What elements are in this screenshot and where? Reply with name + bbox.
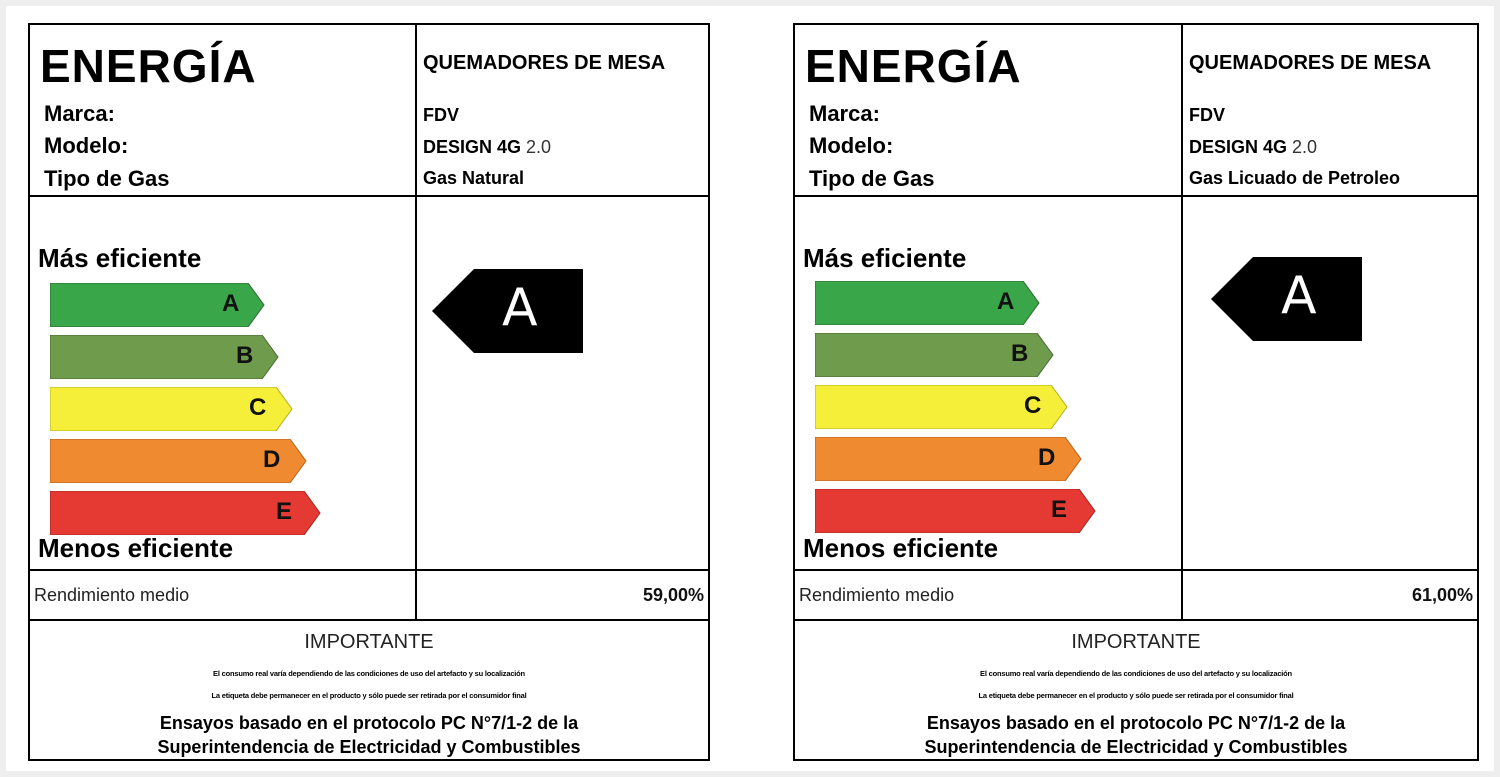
protocol-line-2: Superintendencia de Electricidad y Combustibles — [924, 737, 1348, 757]
brand-value: FDV — [1189, 105, 1225, 125]
gas-type-field-label: Tipo de Gas — [44, 166, 170, 191]
brand-field-label: Marca: — [809, 101, 880, 126]
gas-type-field-label: Tipo de Gas — [809, 166, 935, 191]
model-version: 2.0 — [1292, 137, 1318, 157]
model-name: DESIGN 4G — [1189, 137, 1288, 157]
important-notice — [30, 621, 708, 759]
fine-print-line-2: La etiqueta debe permanecer en el producto y sólo puede ser retirada por el consumidor final — [978, 691, 1294, 700]
energy-label-lpg — [793, 23, 1479, 761]
model-field-label: Modelo: — [809, 133, 894, 158]
model-field-label: Modelo: — [44, 133, 129, 158]
brand-value: FDV — [423, 105, 459, 125]
rating-letter: A — [1281, 266, 1317, 326]
column-divider — [1181, 571, 1183, 619]
rating-letter: A — [502, 278, 538, 338]
class-letter-e: E — [276, 498, 293, 525]
rendimiento-row — [30, 571, 708, 621]
efficiency-scale-row — [795, 195, 1477, 571]
brand-field-label: Marca: — [44, 101, 115, 126]
model-version: 2.0 — [526, 137, 552, 157]
fine-print-line-1: El consumo real varía dependiendo de las condiciones de uso del artefacto y su localización — [980, 669, 1292, 678]
label-header — [30, 25, 708, 197]
column-divider — [415, 195, 417, 569]
gas-type-value: Gas Licuado de Petroleo — [1189, 168, 1401, 188]
class-letter-c: C — [249, 394, 267, 421]
product-type: QUEMADORES DE MESA — [423, 52, 666, 74]
column-divider — [415, 571, 417, 619]
fine-print-line-1: El consumo real varía dependiendo de las condiciones de uso del artefacto y su localización — [213, 669, 525, 678]
energy-title: ENERGÍA — [805, 40, 1022, 92]
efficiency-scale-row — [30, 195, 708, 571]
fine-print-line-2: La etiqueta debe permanecer en el producto y sólo puede ser retirada por el consumidor final — [211, 691, 527, 700]
rendimiento-row — [795, 571, 1477, 621]
labels-sheet — [6, 6, 1494, 771]
energy-title: ENERGÍA — [40, 40, 257, 92]
product-type: QUEMADORES DE MESA — [1189, 52, 1432, 74]
protocol-line-1: Ensayos basado en el protocolo PC N°7/1-2 de la — [159, 713, 579, 733]
class-letter-b: B — [1011, 340, 1029, 367]
rendimiento-value: 59,00% — [642, 585, 704, 605]
rendimiento-label: Rendimiento medio — [34, 585, 190, 605]
class-letter-a: A — [997, 288, 1015, 315]
protocol-line-1: Ensayos basado en el protocolo PC N°7/1-2 de la — [926, 713, 1346, 733]
more-efficient-label: Más eficiente — [38, 243, 202, 273]
less-efficient-label: Menos eficiente — [803, 533, 999, 563]
label-header — [795, 25, 1477, 197]
class-letter-d: D — [263, 446, 281, 473]
energy-label-natural-gas — [28, 23, 710, 761]
column-divider — [1181, 195, 1183, 569]
rating-arrow — [1211, 257, 1363, 346]
model-name: DESIGN 4G — [423, 137, 522, 157]
more-efficient-label: Más eficiente — [803, 243, 967, 273]
gas-type-value: Gas Natural — [423, 168, 525, 188]
header-values — [417, 25, 708, 195]
rendimiento-value: 61,00% — [1411, 585, 1473, 605]
class-letter-a: A — [222, 290, 240, 317]
important-title: IMPORTANTE — [1071, 631, 1201, 653]
class-letter-b: B — [236, 342, 254, 369]
important-notice — [795, 621, 1477, 759]
header-values — [1183, 25, 1477, 195]
rendimiento-label: Rendimiento medio — [799, 585, 955, 605]
class-letter-e: E — [1051, 496, 1068, 523]
less-efficient-label: Menos eficiente — [38, 533, 234, 563]
class-letter-d: D — [1038, 444, 1056, 471]
important-title: IMPORTANTE — [304, 631, 434, 653]
model-value — [423, 137, 551, 158]
class-letter-c: C — [1024, 392, 1042, 419]
rating-arrow — [432, 269, 584, 358]
model-value — [1189, 137, 1317, 158]
protocol-line-2: Superintendencia de Electricidad y Combustibles — [157, 737, 581, 757]
